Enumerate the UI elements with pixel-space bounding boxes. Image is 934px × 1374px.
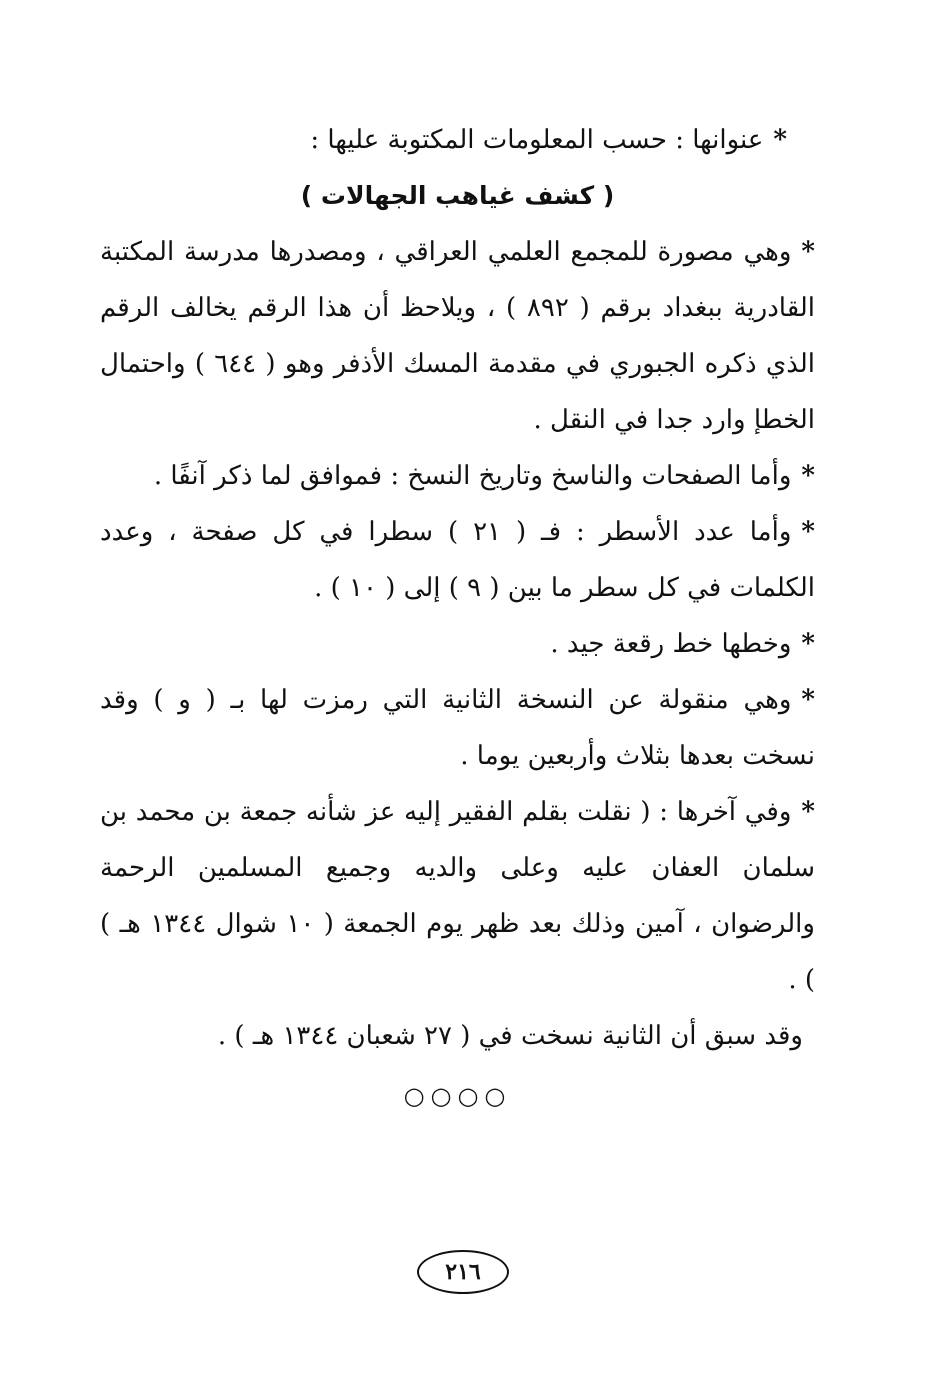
paragraph-lines xyxy=(100,504,815,616)
bullet-star-icon: * xyxy=(801,517,815,547)
bullet-star-icon: * xyxy=(801,237,815,267)
paragraph-text: وهي منقولة عن النسخة الثانية التي رمزت لها بـ ( و ) وقد نسخت بعدها بثلاث وأربعين يوما . xyxy=(100,685,815,771)
paragraph-text: وفي آخرها : ( نقلت بقلم الفقير إليه عز شأنه جمعة بن محمد بن سلمان العفان عليه وعلى والديه وجميع المسلمين الرحمة والرضوان ، آمين وذلك بعد ظهر يوم الجمعة ( ١٠ شوال ١٣٤٤ هـ ) ) . xyxy=(100,797,815,995)
paragraph-pages xyxy=(100,448,815,504)
closing-paragraph: وقد سبق أن الثانية نسخت في ( ٢٧ شعبان ١٣٤٤ هـ ) . xyxy=(217,1021,803,1051)
bullet-star-icon: * xyxy=(801,629,815,659)
manuscript-title: ( كشف غياهب الجهالات ) xyxy=(300,181,615,210)
bullet-star-icon: * xyxy=(801,685,815,715)
paragraph-text: وأما عدد الأسطر : فـ ( ٢١ ) سطرا في كل صفحة ، وعدد الكلمات في كل سطر ما بين ( ٩ ) إلى ( ١٠ ) . xyxy=(100,517,815,603)
paragraph-text: وخطها خط رقعة جيد . xyxy=(550,629,792,659)
paragraph-text: وهي مصورة للمجمع العلمي العراقي ، ومصدرها مدرسة المكتبة القادرية ببغداد برقم ( ٨٩٢ ) ، ويلاحظ أن هذا الرقم يخالف الرقم الذي ذكره الجبوري في مقدمة المسك الأذفر وهو ( ٦٤٤ ) واحتمال الخطإ وارد جدا في النقل . xyxy=(100,237,815,435)
paragraph-colophon xyxy=(100,784,815,1008)
page-number: ٢١٦ xyxy=(417,1250,509,1294)
intro-paragraph xyxy=(100,112,815,168)
paragraph-source xyxy=(100,224,815,448)
text-block xyxy=(100,112,815,1124)
bullet-star-icon: * xyxy=(801,797,815,827)
paragraph-copy-origin xyxy=(100,672,815,784)
intro-text: عنوانها : حسب المعلومات المكتوبة عليها : xyxy=(310,125,764,155)
bullet-star-icon: * xyxy=(773,125,787,155)
paragraph-text: وأما الصفحات والناسخ وتاريخ النسخ : فموافق لما ذكر آنفًا . xyxy=(153,461,792,491)
section-ornament: ○○○○ xyxy=(403,1082,512,1110)
paragraph-script xyxy=(100,616,815,672)
bullet-star-icon: * xyxy=(801,461,815,491)
